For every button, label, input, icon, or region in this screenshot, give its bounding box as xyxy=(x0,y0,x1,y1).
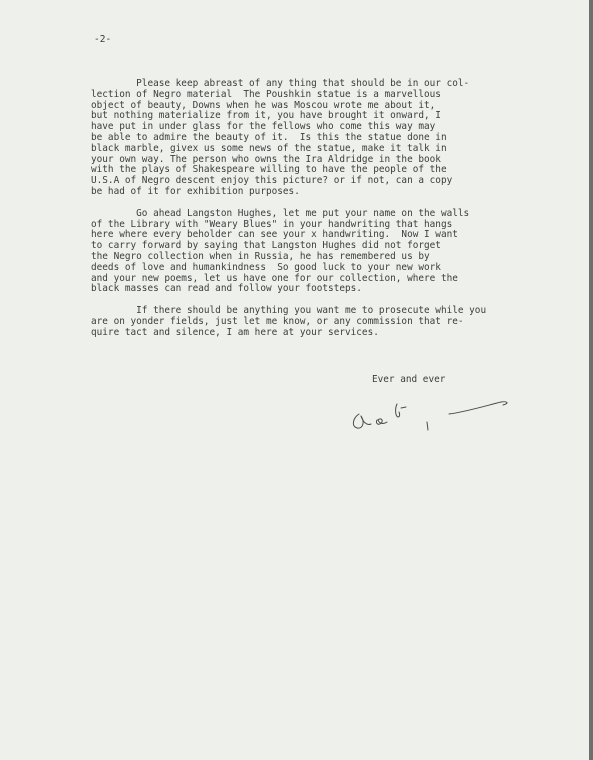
text-line: be able to admire the beauty of it. Is this the statue done in xyxy=(91,131,447,143)
text-line: have put in under glass for the fellows who come this way may xyxy=(91,121,436,133)
text-line: quire tact and silence, I am here at your services. xyxy=(91,326,379,338)
paragraph-3 xyxy=(91,306,551,338)
text-line: to carry forward by saying that Langston Hughes did not forget xyxy=(91,240,441,252)
text-line: lection of Negro material The Poushkin statue is a marvellous xyxy=(91,88,441,100)
text-line: your own way. The person who owns the Ira Aldridge in the book xyxy=(91,153,441,165)
paragraph-1 xyxy=(91,79,551,198)
letter-body xyxy=(91,79,551,339)
text-line: black masses can read and follow your footsteps. xyxy=(91,283,362,295)
text-line: with the plays of Shakespeare willing to have the people of the xyxy=(91,164,447,176)
text-line: are on yonder fields, just let me know, or any commission that re- xyxy=(91,315,464,327)
text-line: of the Library with "Weary Blues" in your handwriting that hangs xyxy=(91,218,453,230)
text-line: If there should be anything you want me to prosecute while you xyxy=(91,305,487,317)
text-line: U.S.A of Negro descent enjoy this picture? or if not, can a copy xyxy=(91,175,453,187)
closing-line: Ever and ever xyxy=(372,374,446,385)
text-line: and your new poems, let us have one for our collection, where the xyxy=(91,272,458,284)
text-line: deeds of love and humankindness So good luck to your new work xyxy=(91,261,441,273)
text-line: but nothing materialize from it, you have brought it onward, I xyxy=(91,110,441,122)
paragraph-2 xyxy=(91,209,551,295)
text-line: here where every beholder can see your x handwriting. Now I want xyxy=(91,229,458,241)
page-number: -2- xyxy=(94,34,112,45)
text-line: Go ahead Langston Hughes, let me put your name on the walls xyxy=(91,207,470,219)
text-line: be had of it for exhibition purposes. xyxy=(91,185,300,197)
text-line: Please keep abreast of any thing that should be in our col- xyxy=(91,78,470,89)
page-edge-shadow xyxy=(589,0,593,760)
text-line: object of beauty, Downs when he was Moscou wrote me about it, xyxy=(91,99,436,111)
handwritten-signature xyxy=(345,392,525,437)
text-line: the Negro collection when in Russia, he has remembered us by xyxy=(91,250,430,262)
text-line: black marble, givex us some news of the statue, make it talk in xyxy=(91,142,447,154)
